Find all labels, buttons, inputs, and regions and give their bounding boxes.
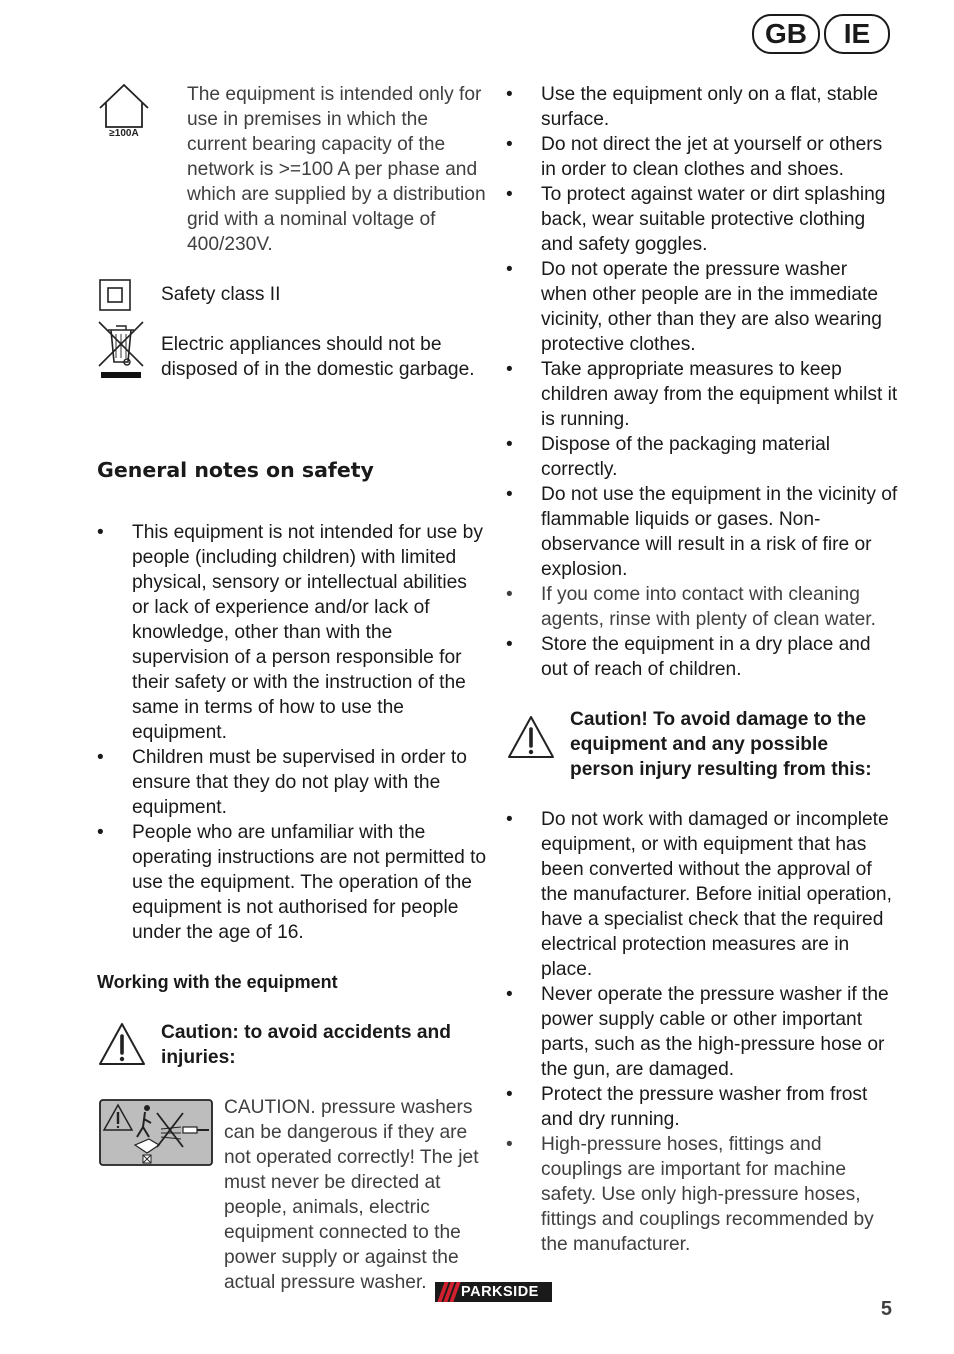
network-requirement-text: The equipment is intended only for use in premises in which the current bearing capacity of the network is >=100 A per phase and which are supplied by a distribution grid with a nominal voltage of 400/230V. [187, 84, 486, 255]
warning-triangle-icon [97, 1021, 147, 1074]
svg-text:≥100A: ≥100A [109, 128, 139, 139]
parkside-logo: PARKSIDE [435, 1282, 552, 1302]
bullet: • [506, 634, 513, 655]
list-item: • Do not use the equipment in the vicinity of flammable liquids or gases. Non-observance will result in a risk of fire or explosion. [506, 484, 898, 580]
left-column [97, 82, 487, 1305]
bullet: • [506, 84, 513, 105]
list-item: • Use the equipment only on a flat, stable surface. [506, 84, 879, 130]
bullet: • [97, 747, 104, 768]
pressure-washer-warning-icon [99, 1099, 213, 1174]
safety-class-row [97, 282, 487, 332]
usage-safety-list [506, 82, 898, 682]
house-100a-icon [97, 82, 153, 147]
caution-damage-text: Caution! To avoid damage to the equipment and any possible person injury resulting from this: [570, 709, 872, 780]
safety-class-text: Safety class II [161, 284, 281, 305]
disposal-text: Electric appliances should not be disposed of in the domestic garbage. [161, 334, 475, 380]
list-item: • Do not operate the pressure washer when other people are in the immediate vicinity, other than they are also wearing protective clothes. [506, 259, 882, 355]
bullet: • [506, 484, 513, 505]
list-item: • Protect the pressure washer from frost and dry running. [506, 1084, 868, 1130]
pressure-warning-row [97, 1095, 487, 1305]
pressure-warning-text: CAUTION. pressure washers can be dangerous if they are not operated correctly! The jet must never be directed at people, animals, electric equipment connected to the power supply or against the actual pressure washer. [224, 1097, 479, 1293]
network-requirement-row [97, 82, 487, 282]
list-item: • Do not direct the jet at yourself or others in order to clean clothes and shoes. [506, 134, 883, 180]
list-item: • Do not work with damaged or incomplete equipment, or with equipment that has been converted without the approval of the manufacturer. Before initial operation, have a specialist check that the required electrical protection measures are in place. [506, 809, 892, 980]
list-item: • Dispose of the packaging material correctly. [506, 434, 831, 480]
bullet: • [506, 984, 513, 1005]
working-subheading: Working with the equipment [97, 972, 338, 992]
list-item: • Children must be supervised in order to ensure that they do not play with the equipment. [97, 747, 467, 818]
caution-accidents-row [97, 1020, 487, 1095]
list-item: • People who are unfamiliar with the operating instructions are not permitted to use the equipment. The operation of the equipment is not authorised for people under the age of 16. [97, 822, 487, 943]
bullet: • [97, 522, 104, 543]
page-number: 5 [880, 1298, 892, 1320]
list-item: • Store the equipment in a dry place and out of reach of children. [506, 634, 871, 680]
crossed-bin-icon [97, 318, 145, 387]
bullet: • [97, 822, 104, 843]
section-title: General notes on safety [97, 458, 374, 482]
equipment-safety-list [506, 807, 898, 1257]
lang-badge-ie: IE [824, 14, 890, 54]
caution-damage-row [506, 707, 898, 807]
bullet: • [506, 359, 513, 380]
brand-slashes-icon [435, 1282, 461, 1302]
bullet: • [506, 184, 513, 205]
bullet: • [506, 259, 513, 280]
right-column [506, 82, 898, 1257]
list-item: • Never operate the pressure washer if the power supply cable or other important parts, such as the high-pressure hose or the gun, are damaged. [506, 984, 889, 1080]
bullet: • [506, 434, 513, 455]
list-item: • Take appropriate measures to keep children away from the equipment whilst it is running. [506, 359, 898, 430]
list-item: • This equipment is not intended for use by people (including children) with limited physical, sensory or intellectual abilities or lack of experience and/or lack of knowledge, other than with the supervision of a person responsible for their safety or with the instruction of the same in terms of how to use the equipment. [97, 522, 483, 743]
caution-accidents-text: Caution: to avoid accidents and injuries: [161, 1022, 451, 1068]
general-safety-list [97, 520, 487, 945]
bullet: • [506, 1134, 513, 1155]
bullet: • [506, 809, 513, 830]
lang-badge-gb: GB [752, 14, 820, 54]
disposal-row [97, 332, 487, 442]
bullet: • [506, 134, 513, 155]
bullet: • [506, 584, 513, 605]
list-item: • High-pressure hoses, fittings and couplings are important for machine safety. Use only high-pressure hoses, fittings and couplings recommended by the manufacturer. [506, 1134, 874, 1255]
safety-class-ii-icon [99, 279, 131, 318]
list-item: • If you come into contact with cleaning agents, rinse with plenty of clean water. [506, 584, 876, 630]
bullet: • [506, 1084, 513, 1105]
warning-triangle-icon [506, 714, 556, 767]
list-item: • To protect against water or dirt splashing back, wear suitable protective clothing and safety goggles. [506, 184, 886, 255]
